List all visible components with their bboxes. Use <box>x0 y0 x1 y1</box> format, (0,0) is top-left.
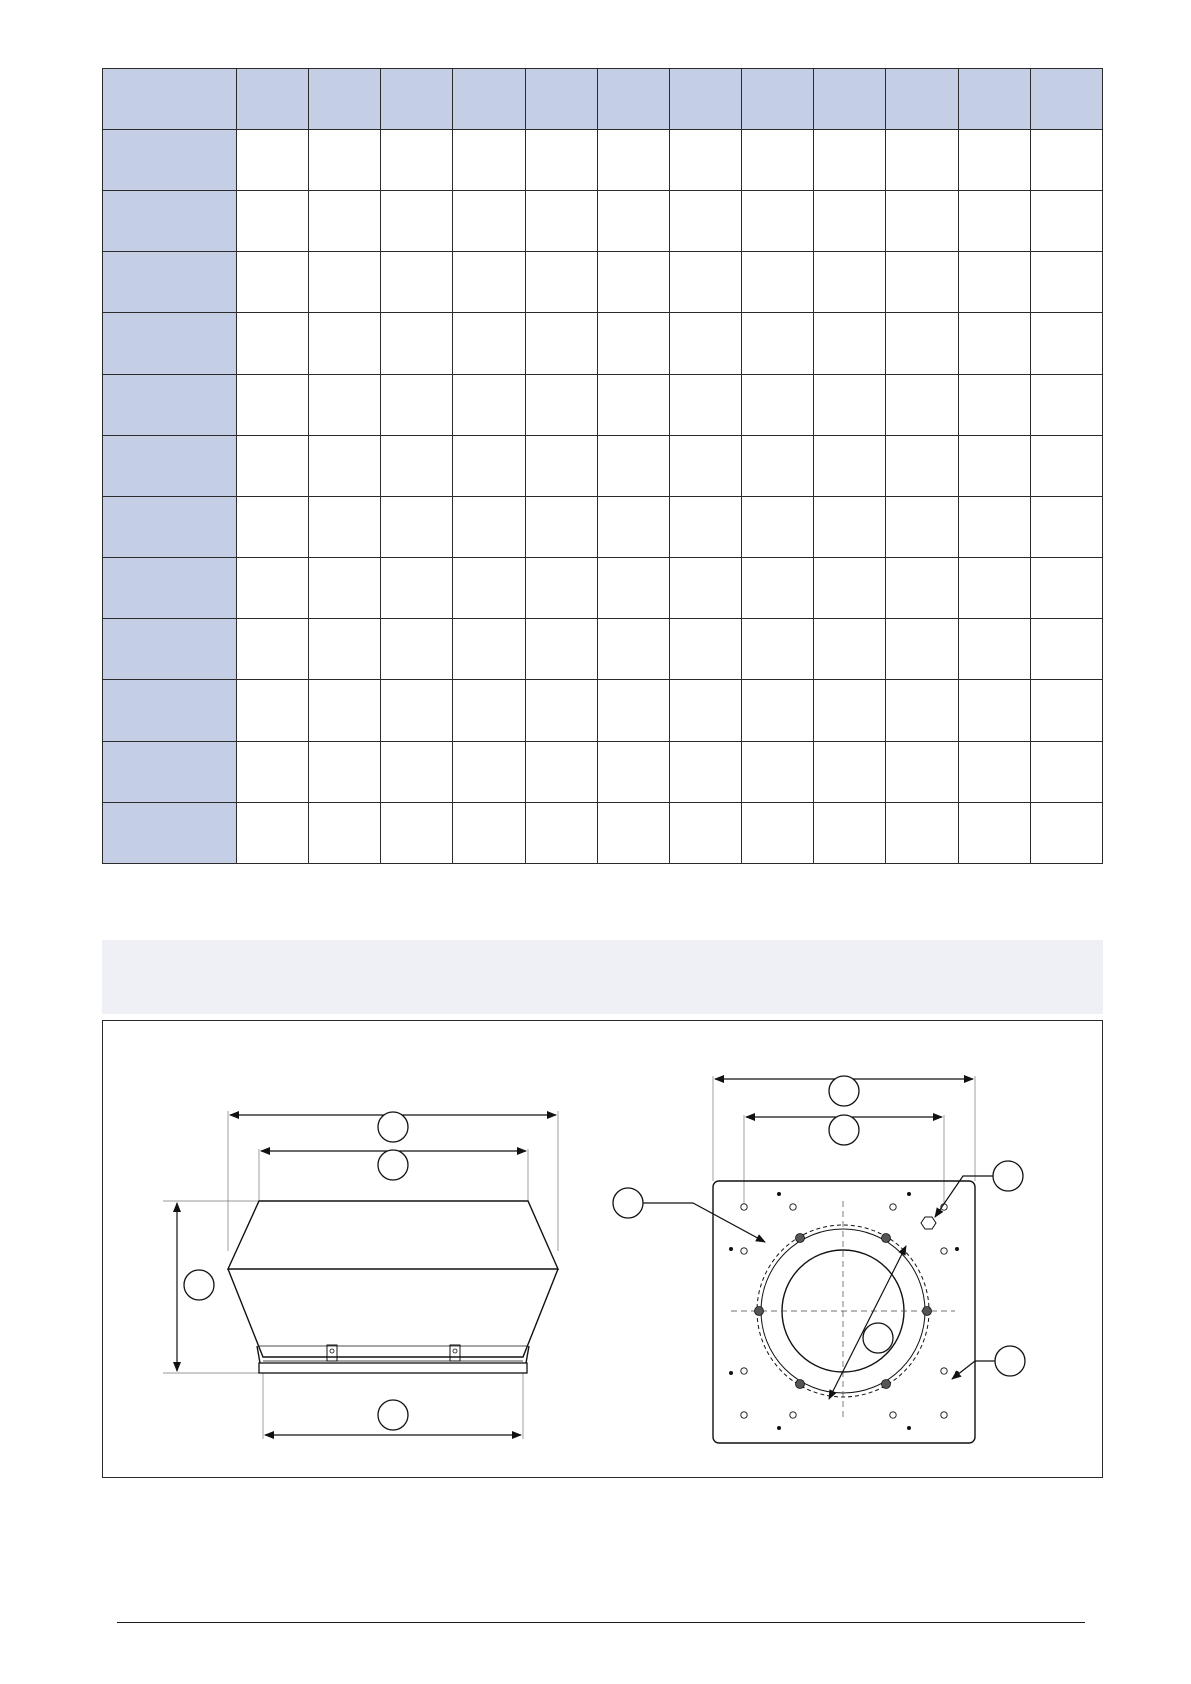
rivet-dot <box>907 1192 911 1196</box>
mounting-hole <box>941 1412 947 1418</box>
table-cell <box>886 802 958 863</box>
table-cell <box>453 558 525 619</box>
table-cell <box>381 802 453 863</box>
table-cell <box>237 802 309 863</box>
table-row <box>103 496 1103 557</box>
table-cell <box>237 435 309 496</box>
row-header-cell <box>103 496 237 557</box>
table-cell <box>381 680 453 741</box>
table-cell <box>1030 191 1102 252</box>
table-cell <box>669 802 741 863</box>
table-header-cell <box>237 69 309 130</box>
row-header-cell <box>103 374 237 435</box>
table-cell <box>1030 680 1102 741</box>
table-cell <box>958 130 1030 191</box>
table-cell <box>237 130 309 191</box>
table-row <box>103 313 1103 374</box>
top-view <box>613 1076 1025 1443</box>
table-cell <box>814 741 886 802</box>
table-cell <box>237 558 309 619</box>
table-row <box>103 802 1103 863</box>
rivet-dot <box>955 1247 959 1251</box>
table-row <box>103 619 1103 680</box>
table-cell <box>742 252 814 313</box>
dimensions-table <box>102 68 1103 864</box>
table-cell <box>742 313 814 374</box>
table-cell <box>237 619 309 680</box>
row-header-cell <box>103 130 237 191</box>
table-row <box>103 252 1103 313</box>
callout-circle <box>184 1270 214 1300</box>
table-cell <box>597 496 669 557</box>
table-cell <box>814 558 886 619</box>
table-cell <box>309 374 381 435</box>
table-cell <box>525 741 597 802</box>
table-cell <box>814 313 886 374</box>
row-header-cell <box>103 741 237 802</box>
table-cell <box>453 313 525 374</box>
callout-circle <box>829 1115 859 1145</box>
table-cell <box>886 680 958 741</box>
table-cell <box>597 252 669 313</box>
table-cell <box>1030 435 1102 496</box>
table-cell <box>309 496 381 557</box>
rivet-dot <box>729 1247 733 1251</box>
table-cell <box>814 252 886 313</box>
mounting-hole <box>941 1368 947 1374</box>
table-cell <box>381 374 453 435</box>
rivet-dot <box>777 1426 781 1430</box>
hex-nut-icon <box>921 1217 936 1229</box>
table-cell <box>237 252 309 313</box>
fan-housing-outline <box>228 1269 558 1357</box>
table-cell <box>669 619 741 680</box>
table-cell <box>814 496 886 557</box>
table-cell <box>309 558 381 619</box>
table-cell <box>669 741 741 802</box>
table-row <box>103 374 1103 435</box>
table-cell <box>309 802 381 863</box>
fan-hood-outline <box>228 1201 558 1269</box>
table-row <box>103 680 1103 741</box>
table-cell <box>958 252 1030 313</box>
table-cell <box>958 680 1030 741</box>
table-cell <box>381 558 453 619</box>
table-cell <box>742 496 814 557</box>
row-header-cell <box>103 619 237 680</box>
table-cell <box>525 496 597 557</box>
table-cell <box>237 496 309 557</box>
table-cell <box>525 435 597 496</box>
table-cell <box>597 619 669 680</box>
table-cell <box>525 802 597 863</box>
table-cell <box>1030 252 1102 313</box>
table-cell <box>886 558 958 619</box>
table-cell <box>237 313 309 374</box>
table-cell <box>309 619 381 680</box>
table-cell <box>525 191 597 252</box>
table-header-cell <box>309 69 381 130</box>
table-cell <box>886 252 958 313</box>
table-cell <box>1030 558 1102 619</box>
callout-circle <box>613 1188 643 1218</box>
table-cell <box>742 619 814 680</box>
table-cell <box>453 435 525 496</box>
mounting-hole <box>741 1248 747 1254</box>
flange-bolt <box>882 1234 891 1243</box>
table-cell <box>237 374 309 435</box>
table-cell <box>237 680 309 741</box>
mounting-hole <box>741 1368 747 1374</box>
table-cell <box>453 191 525 252</box>
table-cell <box>669 496 741 557</box>
table-cell <box>453 741 525 802</box>
table-cell <box>958 313 1030 374</box>
side-view <box>163 1111 558 1439</box>
callout-circle <box>378 1400 408 1430</box>
flange-bolt <box>882 1380 891 1389</box>
callout-circle <box>829 1076 859 1106</box>
table-cell <box>597 130 669 191</box>
table-cell <box>381 191 453 252</box>
table-header-row <box>103 69 1103 130</box>
table-cell <box>669 558 741 619</box>
table-cell <box>669 313 741 374</box>
callout-circle <box>378 1150 408 1180</box>
table-cell <box>1030 496 1102 557</box>
table-cell <box>597 191 669 252</box>
table-cell <box>309 313 381 374</box>
table-cell <box>958 191 1030 252</box>
table-cell <box>886 191 958 252</box>
row-header-cell <box>103 558 237 619</box>
table-cell <box>237 741 309 802</box>
row-header-cell <box>103 191 237 252</box>
table-header-cell <box>1030 69 1102 130</box>
table-cell <box>742 680 814 741</box>
table-header-cell <box>597 69 669 130</box>
table-cell <box>958 558 1030 619</box>
table-header-cell <box>453 69 525 130</box>
leader-line <box>952 1361 995 1379</box>
table-cell <box>886 496 958 557</box>
table-cell <box>958 619 1030 680</box>
table-body <box>103 130 1103 864</box>
rivet-dot <box>777 1192 781 1196</box>
table-header-cell <box>669 69 741 130</box>
table-cell <box>742 191 814 252</box>
table-header-cell <box>742 69 814 130</box>
table-cell <box>814 619 886 680</box>
table-cell <box>1030 130 1102 191</box>
table-header-cell <box>814 69 886 130</box>
mounting-hole <box>890 1204 896 1210</box>
table-cell <box>1030 313 1102 374</box>
table-cell <box>1030 619 1102 680</box>
table-cell <box>309 130 381 191</box>
table-cell <box>597 435 669 496</box>
table-cell <box>525 130 597 191</box>
row-header-cell <box>103 435 237 496</box>
table-cell <box>886 435 958 496</box>
technical-drawing <box>103 1021 1102 1477</box>
table-cell <box>1030 741 1102 802</box>
table-cell <box>886 130 958 191</box>
table-header-cell <box>886 69 958 130</box>
callout-circle <box>378 1112 408 1142</box>
table-cell <box>886 619 958 680</box>
table-cell <box>742 741 814 802</box>
table-cell <box>309 252 381 313</box>
table-cell <box>453 619 525 680</box>
table-cell <box>453 680 525 741</box>
table-cell <box>309 435 381 496</box>
table-row <box>103 435 1103 496</box>
table-cell <box>453 802 525 863</box>
table-cell <box>886 741 958 802</box>
flange-bolt <box>796 1234 805 1243</box>
flange-bolt <box>755 1307 764 1316</box>
table-cell <box>669 435 741 496</box>
table-cell <box>525 374 597 435</box>
table-cell <box>814 374 886 435</box>
callout-circle <box>993 1161 1023 1191</box>
table-cell <box>886 313 958 374</box>
table-cell <box>597 741 669 802</box>
drawing-frame <box>102 1020 1103 1478</box>
mounting-hole <box>890 1412 896 1418</box>
flange-bolt <box>796 1380 805 1389</box>
mounting-hole <box>941 1248 947 1254</box>
table-row <box>103 558 1103 619</box>
table-cell <box>453 252 525 313</box>
table-cell <box>381 496 453 557</box>
row-header-cell <box>103 313 237 374</box>
table-row <box>103 741 1103 802</box>
mounting-hole <box>790 1412 796 1418</box>
table-cell <box>742 802 814 863</box>
table-cell <box>309 680 381 741</box>
table-cell <box>597 802 669 863</box>
callout-circle <box>863 1323 893 1353</box>
table-cell <box>958 741 1030 802</box>
table-cell <box>453 374 525 435</box>
table-cell <box>597 313 669 374</box>
table-cell <box>381 741 453 802</box>
dimension-arrow-diameter <box>829 1246 906 1399</box>
base-plate <box>713 1181 975 1443</box>
table-cell <box>525 252 597 313</box>
mounting-hole <box>741 1412 747 1418</box>
table-cell <box>814 802 886 863</box>
table-row <box>103 130 1103 191</box>
section-header <box>102 940 1103 1014</box>
table-header-cell <box>525 69 597 130</box>
row-header-cell <box>103 802 237 863</box>
table-cell <box>381 252 453 313</box>
table-cell <box>453 496 525 557</box>
table-cell <box>669 252 741 313</box>
table-cell <box>669 374 741 435</box>
callout-circle <box>995 1346 1025 1376</box>
table-cell <box>742 558 814 619</box>
table-cell <box>669 680 741 741</box>
mounting-hole <box>790 1204 796 1210</box>
table-cell <box>309 191 381 252</box>
table-cell <box>597 374 669 435</box>
table-cell <box>381 313 453 374</box>
table-cell <box>309 741 381 802</box>
table-cell <box>742 374 814 435</box>
flange-bolt <box>923 1307 932 1316</box>
table-row <box>103 191 1103 252</box>
table-cell <box>597 558 669 619</box>
table-cell <box>237 191 309 252</box>
table-cell <box>381 619 453 680</box>
row-header-cell <box>103 680 237 741</box>
table-cell <box>742 435 814 496</box>
table-header-cell <box>103 69 237 130</box>
rivet-dot <box>907 1426 911 1430</box>
table-cell <box>453 130 525 191</box>
table-cell <box>814 130 886 191</box>
row-header-cell <box>103 252 237 313</box>
table-cell <box>1030 802 1102 863</box>
table-header-cell <box>958 69 1030 130</box>
table-cell <box>525 313 597 374</box>
table-cell <box>958 374 1030 435</box>
table-cell <box>814 435 886 496</box>
table-cell <box>958 435 1030 496</box>
fan-base-plate <box>259 1363 527 1373</box>
mounting-hole <box>741 1204 747 1210</box>
table-header-cell <box>381 69 453 130</box>
table-cell <box>669 191 741 252</box>
table-cell <box>525 680 597 741</box>
footer-rule <box>117 1622 1085 1623</box>
table-cell <box>381 130 453 191</box>
table-cell <box>958 802 1030 863</box>
table-cell <box>381 435 453 496</box>
table-cell <box>814 191 886 252</box>
table-cell <box>525 558 597 619</box>
table-cell <box>742 130 814 191</box>
table-cell <box>886 374 958 435</box>
table-cell <box>1030 374 1102 435</box>
table-cell <box>597 680 669 741</box>
table-cell <box>525 619 597 680</box>
rivet-dot <box>729 1371 733 1375</box>
table-cell <box>814 680 886 741</box>
table-cell <box>669 130 741 191</box>
table-cell <box>958 496 1030 557</box>
